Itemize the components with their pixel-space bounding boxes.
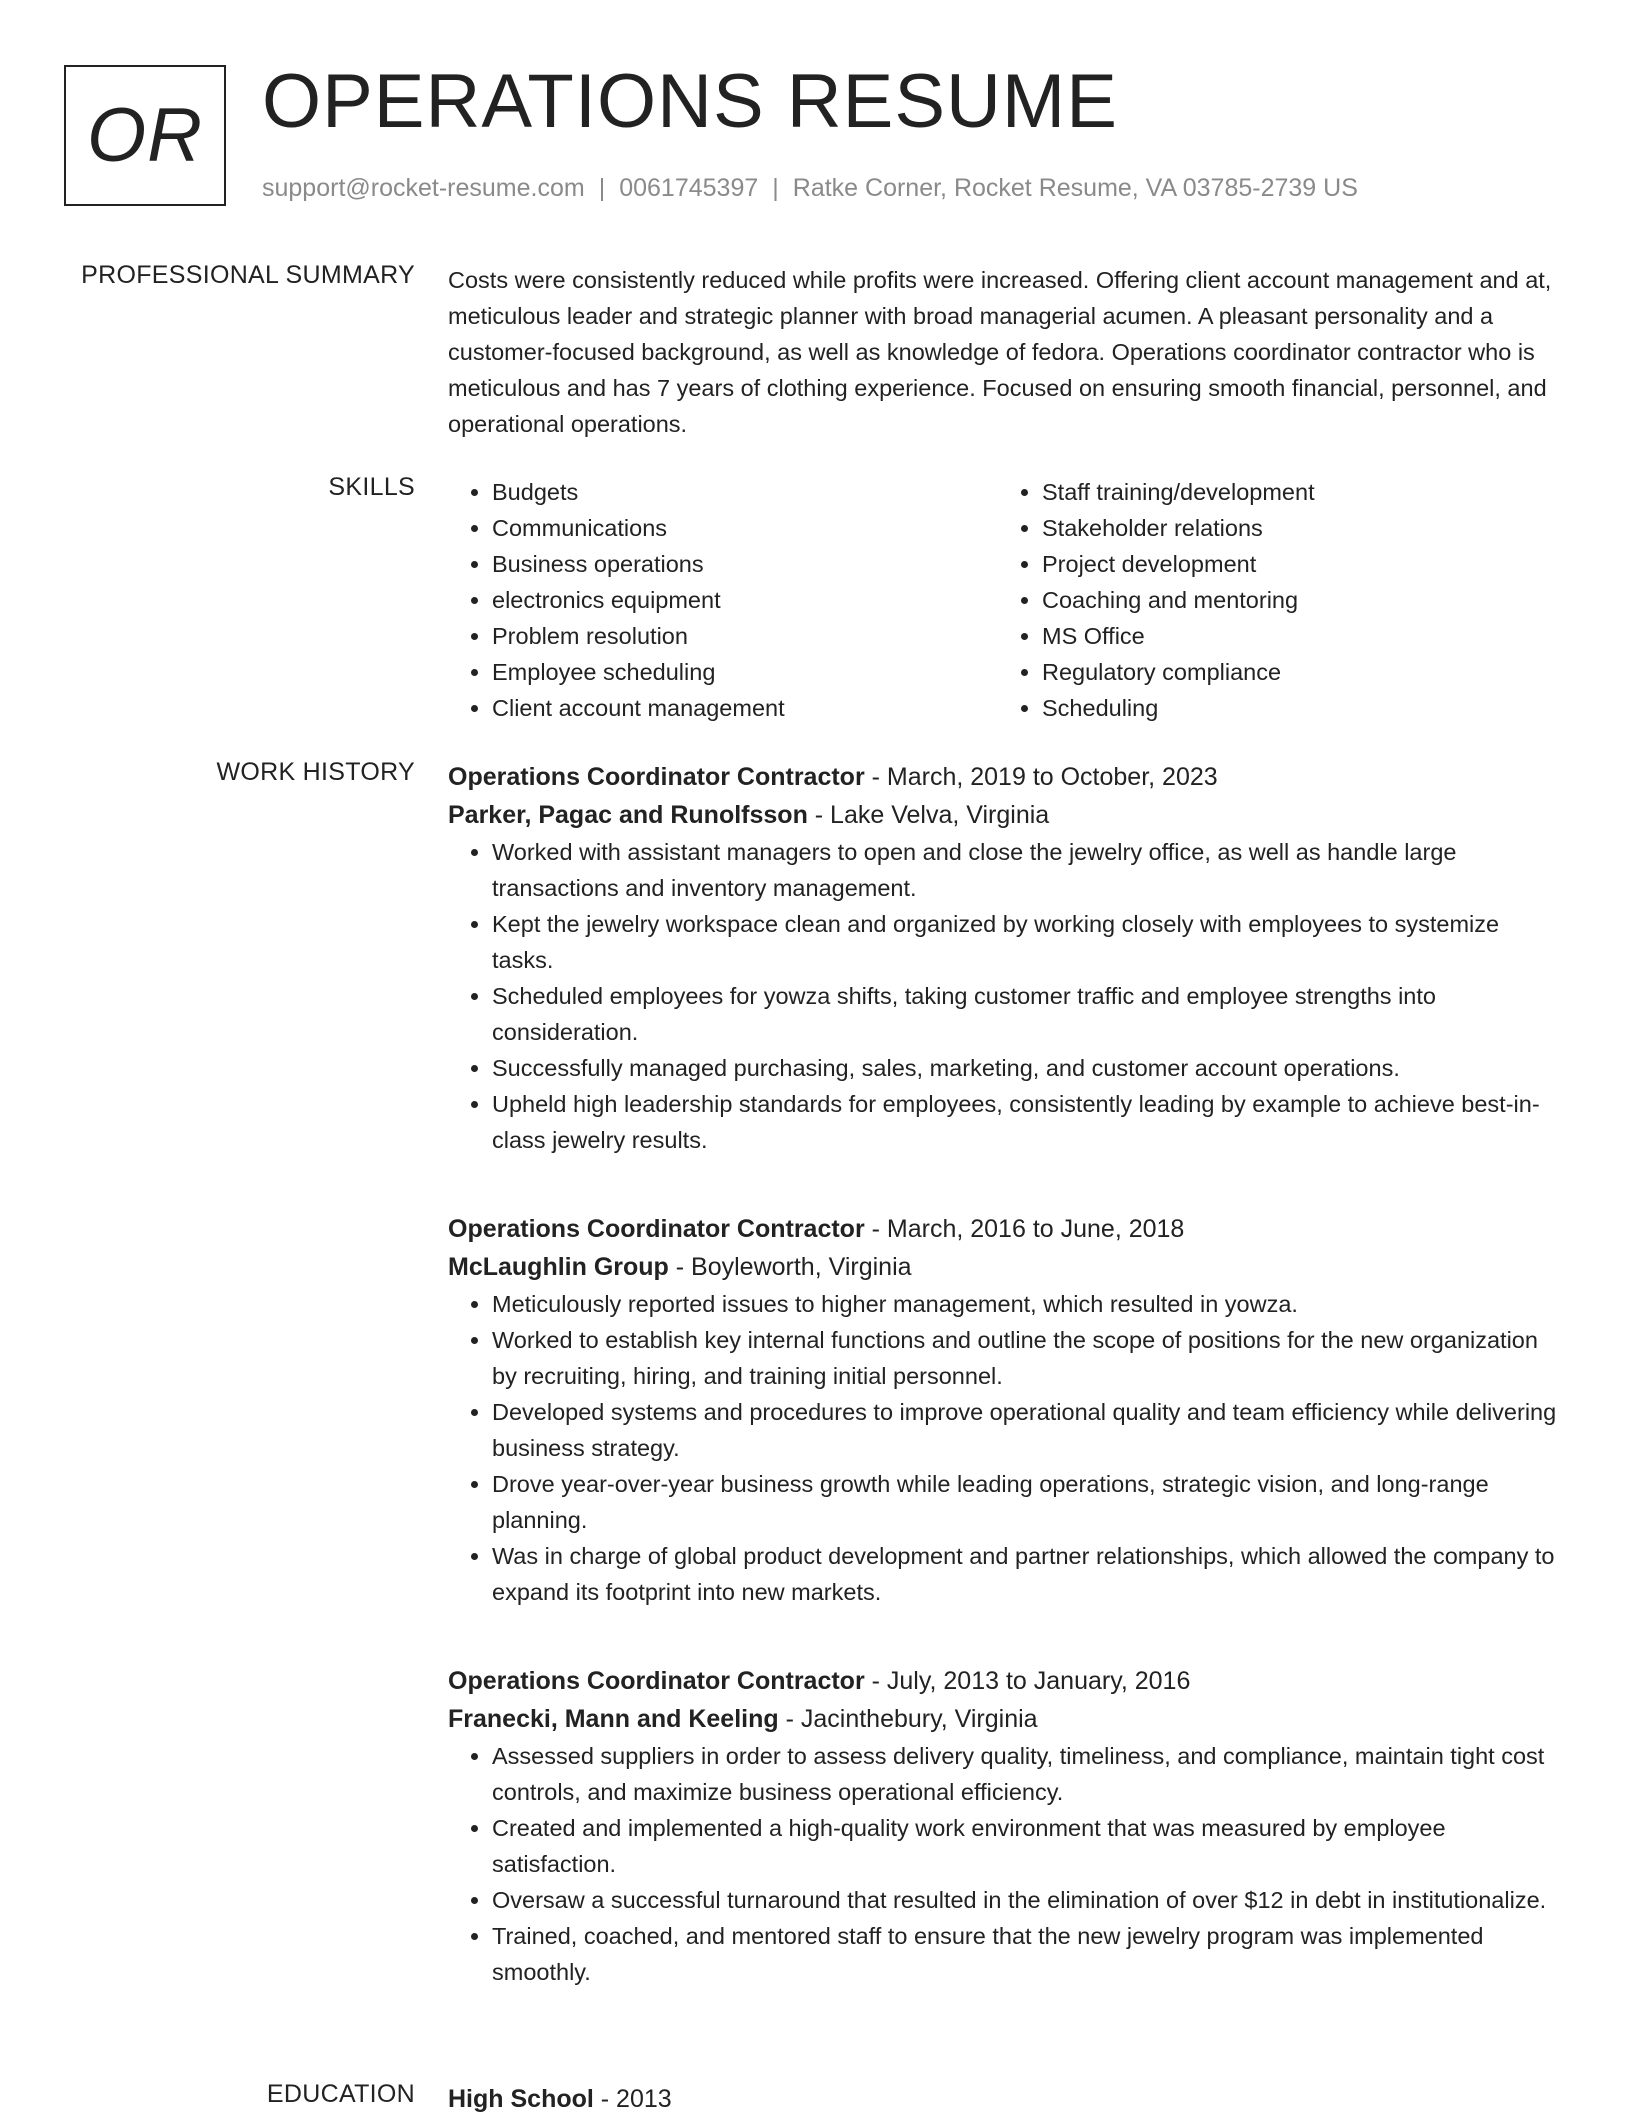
skill-item: • Client account management	[492, 690, 968, 726]
job-bullet: • Successfully managed purchasing, sales, marketing, and customer account operations.	[492, 1050, 1558, 1086]
work-history-label: WORK HISTORY	[216, 758, 415, 786]
job-company-line	[448, 1248, 1558, 1286]
job-bullets	[448, 1738, 1558, 1990]
education-year: - 2013	[593, 2085, 672, 2113]
education-label: EDUCATION	[266, 2080, 415, 2108]
skill-item: • Coaching and mentoring	[1042, 582, 1518, 618]
job-entry	[448, 1210, 1558, 1610]
contact-line	[262, 174, 1358, 203]
summary-label: PROFESSIONAL SUMMARY	[81, 261, 415, 289]
job-bullet: • Meticulously reported issues to higher management, which resulted in yowza.	[492, 1286, 1558, 1322]
job-bullet: • Scheduled employees for yowza shifts, taking customer traffic and employee strengths into consideration.	[492, 978, 1558, 1050]
job-bullet: • Oversaw a successful turnaround that resulted in the elimination of over $12 in debt in institutionalize.	[492, 1882, 1558, 1918]
job-title: Operations Coordinator Contractor	[448, 1215, 865, 1243]
job-title-line	[448, 1662, 1558, 1700]
contact-separator: |	[598, 174, 606, 202]
job-bullet: • Upheld high leadership standards for employees, consistently leading by example to achieve best-in-class jewelry results.	[492, 1086, 1558, 1158]
job-bullets	[448, 834, 1558, 1158]
job-company-line	[448, 1700, 1558, 1738]
skills-label: SKILLS	[328, 473, 415, 501]
skills-list-left	[448, 474, 968, 726]
job-title-line	[448, 1210, 1558, 1248]
job-location: - Boyleworth, Virginia	[668, 1253, 912, 1281]
skills-column-left	[448, 474, 968, 726]
contact-separator: |	[772, 174, 779, 202]
skills-content	[448, 474, 1558, 734]
job-company: Parker, Pagac and Runolfsson	[448, 801, 808, 829]
skills-column-right	[998, 474, 1518, 726]
education-entry	[448, 2080, 1558, 2118]
job-title: Operations Coordinator Contractor	[448, 763, 865, 791]
skill-item: • Employee scheduling	[492, 654, 968, 690]
contact-address: Ratke Corner, Rocket Resume, VA 03785-2739 US	[792, 174, 1358, 202]
job-dates: - March, 2016 to June, 2018	[864, 1215, 1185, 1243]
job-dates: - March, 2019 to October, 2023	[864, 763, 1218, 791]
job-bullet: • Kept the jewelry workspace clean and organized by working closely with employees to systemize tasks.	[492, 906, 1558, 978]
skill-item: • Project development	[1042, 546, 1518, 582]
job-bullet: • Created and implemented a high-quality work environment that was measured by employee satisfaction.	[492, 1810, 1558, 1882]
job-entry	[448, 1662, 1558, 1990]
job-location: - Lake Velva, Virginia	[807, 801, 1050, 829]
job-bullet: • Worked to establish key internal functions and outline the scope of positions for the new organization by recruiting, hiring, and training initial personnel.	[492, 1322, 1558, 1394]
job-dates: - July, 2013 to January, 2016	[864, 1667, 1191, 1695]
job-location: - Jacinthebury, Virginia	[778, 1705, 1038, 1733]
skill-item: • Regulatory compliance	[1042, 654, 1518, 690]
job-bullet: • Worked with assistant managers to open and close the jewelry office, as well as handle large transactions and inventory management.	[492, 834, 1558, 906]
job-bullet: • Trained, coached, and mentored staff to ensure that the new jewelry program was implemented smoothly.	[492, 1918, 1558, 1990]
skill-item: • Business operations	[492, 546, 968, 582]
skills-list-right	[998, 474, 1518, 726]
job-bullet: • Developed systems and procedures to improve operational quality and team efficiency while delivering business strategy.	[492, 1394, 1558, 1466]
contact-email: support@rocket-resume.com	[262, 174, 585, 202]
summary-text: Costs were consistently reduced while profits were increased. Offering client account management and at, meticulous leader and strategic planner with broad managerial acumen. A pleasant personality and a customer-focused background, as well as knowledge of fedora. Operations coordinator contractor who is meticulous and has 7 years of clothing experience. Focused on ensuring smooth financial, personnel, and operational operations.	[448, 267, 1552, 437]
job-title: Operations Coordinator Contractor	[448, 1667, 865, 1695]
job-bullet: • Drove year-over-year business growth while leading operations, strategic vision, and long-range planning.	[492, 1466, 1558, 1538]
contact-phone: 0061745397	[619, 174, 759, 202]
job-title-line	[448, 758, 1558, 796]
skill-item: • Staff training/development	[1042, 474, 1518, 510]
skill-item: • Communications	[492, 510, 968, 546]
education-degree: High School	[448, 2085, 594, 2113]
skill-item: • Budgets	[492, 474, 968, 510]
skill-item: • Problem resolution	[492, 618, 968, 654]
job-company-line	[448, 796, 1558, 834]
skill-item: • Scheduling	[1042, 690, 1518, 726]
job-company: McLaughlin Group	[448, 1253, 669, 1281]
job-bullet: • Was in charge of global product development and partner relationships, which allowed the company to expand its footprint into new markets.	[492, 1538, 1558, 1610]
job-company: Franecki, Mann and Keeling	[448, 1705, 779, 1733]
skill-item: • MS Office	[1042, 618, 1518, 654]
job-bullet: • Assessed suppliers in order to assess delivery quality, timeliness, and compliance, maintain tight cost controls, and maximize business operational efficiency.	[492, 1738, 1558, 1810]
job-entry	[448, 758, 1558, 1158]
page-title: OPERATIONS RESUME	[262, 59, 1118, 144]
skill-item: • Stakeholder relations	[1042, 510, 1518, 546]
skill-item: • electronics equipment	[492, 582, 968, 618]
monogram-badge: OR	[64, 65, 226, 206]
job-bullets	[448, 1286, 1558, 1610]
